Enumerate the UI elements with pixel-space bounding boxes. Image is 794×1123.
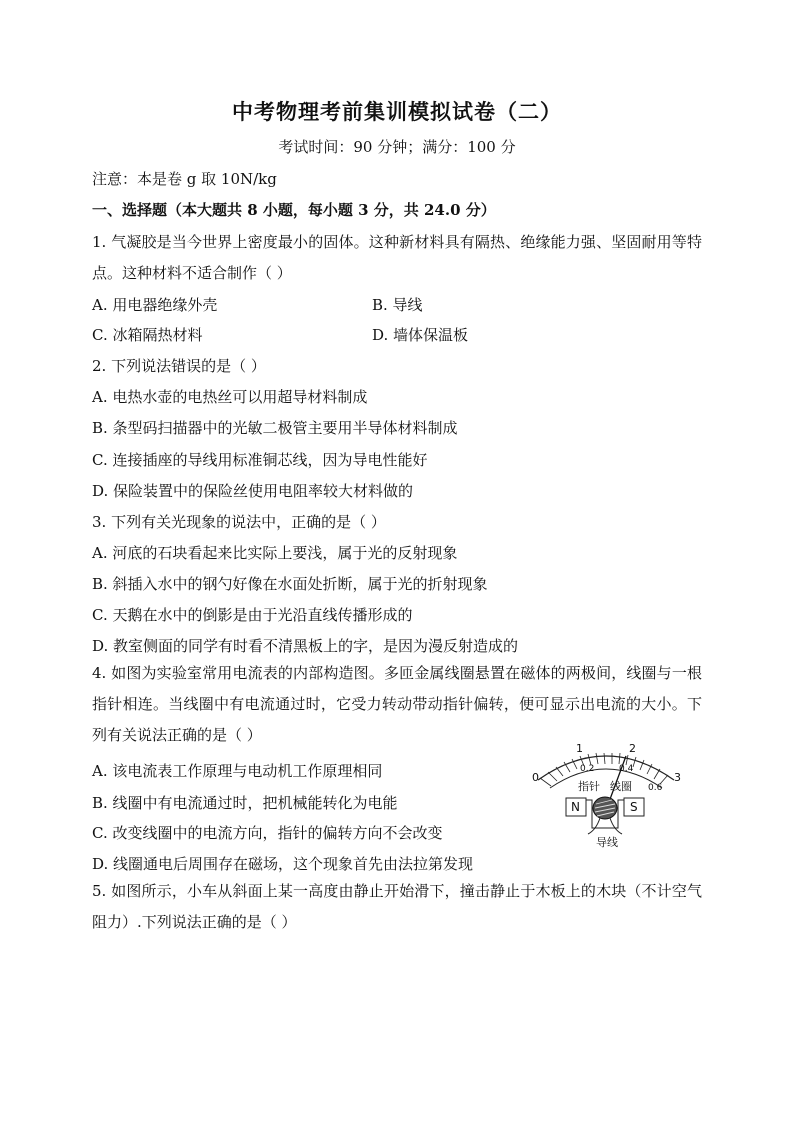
question-2-option-a: A. 电热水壶的电热丝可以用超导材料制成 xyxy=(92,388,368,406)
question-1-option-d: D. 墙体保温板 xyxy=(372,326,469,344)
question-1-stem: 1. 气凝胶是当今世界上密度最小的固体。这种新材料具有隔热、绝缘能力强、坚固耐用等特点。这种材料不适合制作（ ） xyxy=(92,233,702,282)
wire-left xyxy=(588,818,600,834)
question-4-option-a: A. 该电流表工作原理与电动机工作原理相同 xyxy=(92,762,383,780)
question-3-option-a: A. 河底的石块看起来比实际上要浅，属于光的反射现象 xyxy=(92,544,458,562)
question-3-option-c: C. 天鹅在水中的倒影是由于光沿直线传播形成的 xyxy=(92,606,413,624)
pointer-label: 指针 xyxy=(578,780,600,793)
wire-label: 导线 xyxy=(596,836,618,849)
question-3-option-b: B. 斜插入水中的钢勺好像在水面处折断，属于光的折射现象 xyxy=(92,575,488,593)
question-3-stem: 3. 下列有关光现象的说法中，正确的是（ ） xyxy=(92,513,386,531)
question-2-option-d: D. 保险装置中的保险丝使用电阻率较大材料做的 xyxy=(92,482,414,500)
exam-note: 注意：本是卷 g 取 10N/kg xyxy=(92,170,277,188)
question-4-option-b: B. 线圈中有电流通过时，把机械能转化为电能 xyxy=(92,794,398,812)
question-4-option-c: C. 改变线圈中的电流方向，指针的偏转方向不会改变 xyxy=(92,824,443,842)
question-2-option-c: C. 连接插座的导线用标准铜芯线，因为导电性能好 xyxy=(92,451,428,469)
question-4-option-d: D. 线圈通电后周围存在磁场，这个现象首先由法拉第发现 xyxy=(92,855,474,873)
north-pole-label: N xyxy=(571,800,580,814)
question-1-option-b: B. 导线 xyxy=(372,296,423,314)
exam-title: 中考物理考前集训模拟试卷（二） xyxy=(232,99,562,124)
wire-right xyxy=(610,818,622,834)
scale-label-0-4: 0.4 xyxy=(619,764,634,774)
section-heading: 一、选择题（本大题共 8 小题，每小题 3 分，共 24.0 分） xyxy=(92,201,496,219)
ammeter-diagram xyxy=(526,738,686,850)
south-pole-label: S xyxy=(630,800,638,814)
question-1-option-a: A. 用电器绝缘外壳 xyxy=(92,296,218,314)
scale-label-3: 3 xyxy=(674,771,681,784)
scale-label-1: 1 xyxy=(576,742,583,755)
outer-scale-arc xyxy=(538,756,674,780)
scale-label-0: 0 xyxy=(532,771,539,784)
coil-label: 线圈 xyxy=(610,780,632,793)
question-2-stem: 2. 下列说法错误的是（ ） xyxy=(92,357,266,375)
scale-label-2: 2 xyxy=(629,742,636,755)
question-5-stem: 5. 如图所示，小车从斜面上某一高度由静止开始滑下，撞击静止于木板上的木块（不计空气阻力）.下列说法正确的是（ ） xyxy=(92,882,702,931)
inner-scale-arc xyxy=(550,769,662,788)
question-2-option-b: B. 条型码扫描器中的光敏二极管主要用半导体材料制成 xyxy=(92,419,458,437)
scale-label-0-2: 0.2 xyxy=(580,764,595,774)
exam-time-info: 考试时间：90 分钟；满分：100 分 xyxy=(278,138,516,156)
question-3-option-d: D. 教室侧面的同学有时看不清黑板上的字，是因为漫反射造成的 xyxy=(92,637,519,655)
question-4-stem: 4. 如图为实验室常用电流表的内部构造图。多匝金属线圈悬置在磁体的两极间，线圈与一根指针相连。当线圈中有电流通过时，它受力转动带动指针偏转，便可显示出电流的大小。下列有关说法正确的是（ ） xyxy=(92,664,702,744)
scale-label-0-6: 0.6 xyxy=(648,783,663,793)
question-1-option-c: C. 冰箱隔热材料 xyxy=(92,326,203,344)
